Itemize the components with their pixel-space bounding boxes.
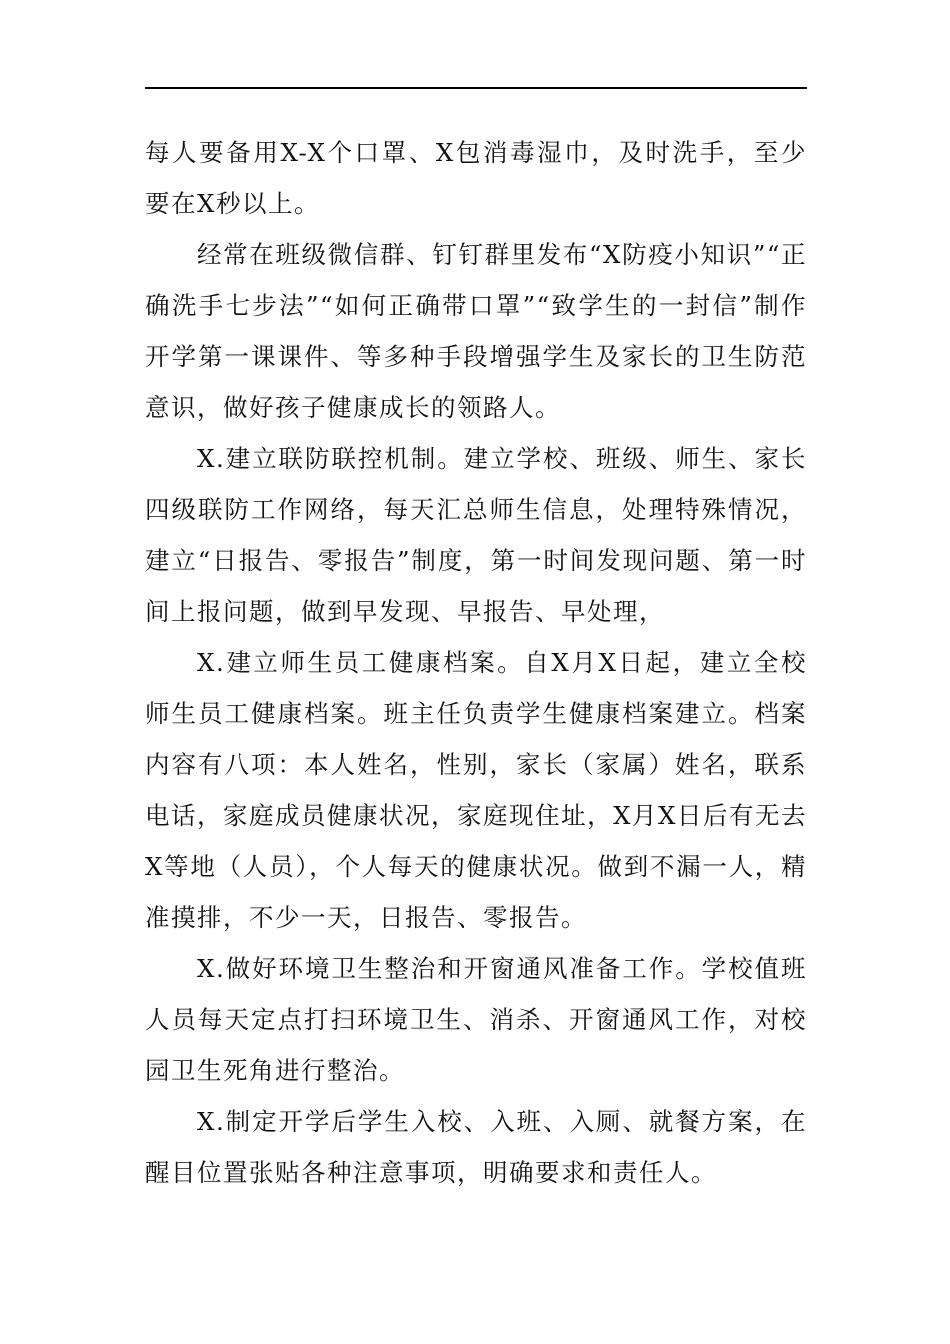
paragraph-1: 每人要备用X-X个口罩、X包消毒湿巾，及时洗手，至少要在X秒以上。 bbox=[145, 138, 807, 218]
paragraph-4: X.建立师生员工健康档案。自X月X日起，建立全校师生员工健康档案。班主任负责学生健康档案建立。档案内容有八项：本人姓名，性别，家长（家属）姓名，联系电话，家庭成员健康状况，家庭现住址，X月X日后有无去X等地（人员），个人每天的健康状况。做到不漏一人，精准摸排，不少一天，日报告、零报告。 bbox=[145, 648, 807, 932]
paragraph-6: X.制定开学后学生入校、入班、入厕、就餐方案，在醒目位置张贴各种注意事项，明确要求和责任人。 bbox=[145, 1107, 807, 1187]
header-rule bbox=[145, 87, 807, 89]
paragraph-5: X.做好环境卫生整治和开窗通风准备工作。学校值班人员每天定点打扫环境卫生、消杀、开窗通风工作，对校园卫生死角进行整治。 bbox=[145, 954, 807, 1085]
paragraph-3: X.建立联防联控机制。建立学校、班级、师生、家长四级联防工作网络，每天汇总师生信息，处理特殊情况，建立“日报告、零报告”制度，第一时间发现问题、第一时间上报问题，做到早发现、早报告、早处理， bbox=[145, 444, 807, 626]
paragraph-2: 经常在班级微信群、钉钉群里发布“X防疫小知识”“正确洗手七步法”“如何正确带口罩”“致学生的一封信”制作开学第一课课件、等多种手段增强学生及家长的卫生防范意识，做好孩子健康成长的领路人。 bbox=[145, 240, 807, 422]
document-body bbox=[145, 127, 807, 1198]
